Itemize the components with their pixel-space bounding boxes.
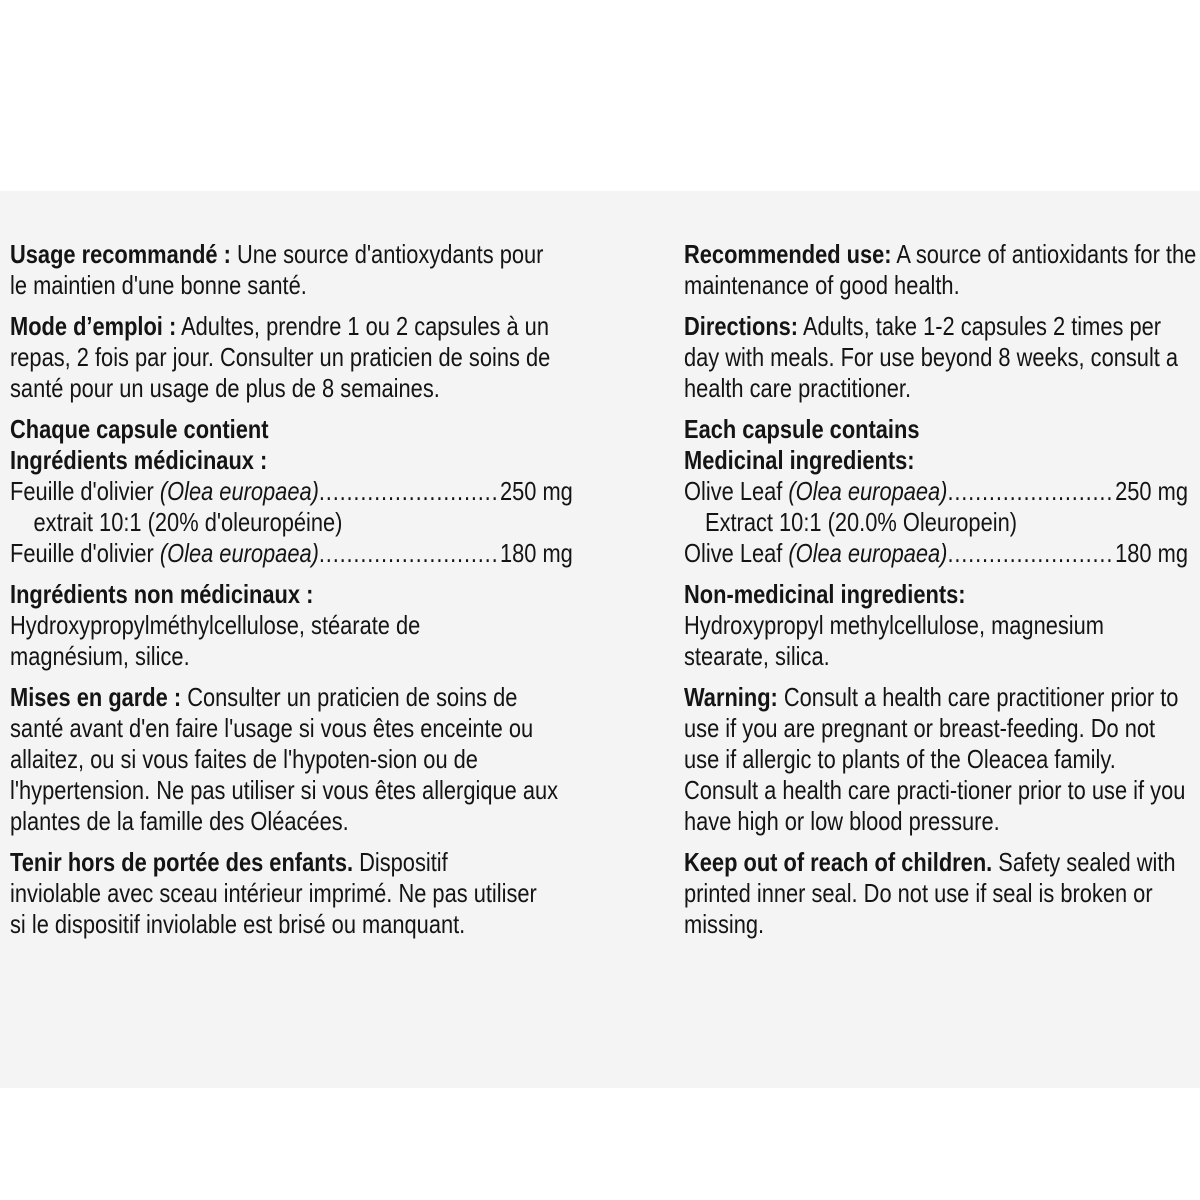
leader-dots [947, 538, 1115, 569]
en-ingredient-name [684, 476, 947, 507]
en-recommended-use [684, 239, 1196, 301]
en-recommended-use-label: Recommended use: [684, 239, 892, 269]
en-ingredients-block [684, 414, 1188, 569]
en-warning-text: Consult a health care practitioner prior to use if you are pregnant or breast-feeding. Do not use if allergic to plants of the Oleacea family. Consult a health care practi-tioner prior to use if you have high or low blood pressure. [684, 682, 1186, 836]
en-contents-title-text: Each capsule contains [684, 414, 920, 444]
en-ingredient-row [684, 538, 1188, 569]
fr-children [10, 847, 539, 940]
en-warning [684, 682, 1188, 837]
en-non-medicinal-label [684, 579, 1171, 610]
en-ingredient-amount: 250 mg [1115, 476, 1188, 506]
en-directions-text: Adults, take 1-2 capsules 2 times per day with meals. For use beyond 8 weeks, consult a health care practitioner. [684, 311, 1179, 403]
fr-contents-title [10, 414, 573, 445]
fr-ingredient-common-name: Feuille d'olivier [10, 538, 160, 568]
french-column [10, 239, 590, 950]
fr-ingredient-name [10, 476, 319, 507]
fr-non-medicinal-label-text: Ingrédients non médicinaux : [10, 579, 314, 609]
fr-ingredient-row [10, 476, 573, 507]
en-ingredient-latin-name: (Olea europaea) [788, 476, 948, 506]
english-column [684, 239, 1200, 950]
fr-non-medicinal-text: Hydroxypropylméthylcellulose, stéarate de magnésium, silice. [10, 610, 421, 671]
leader-dots [319, 538, 500, 569]
en-recommended-use-text: A source of antioxidants for the maintenance of good health. [684, 239, 1197, 300]
en-ingredient-common-name: Olive Leaf [684, 538, 789, 568]
fr-ingredient-row [10, 538, 573, 569]
leader-dots [947, 476, 1115, 507]
en-children-text: Safety sealed with printed inner seal. Do not use if seal is broken or missing. [684, 847, 1176, 939]
fr-ingredient-common-name: Feuille d'olivier [10, 476, 160, 506]
fr-children-text: Dispositif inviolable avec sceau intérieur imprimé. Ne pas utiliser si le dispositif inviolable est brisé ou manquant. [10, 847, 537, 939]
fr-directions [10, 311, 564, 404]
en-ingredient-amount: 180 mg [1115, 538, 1188, 568]
fr-warning-text: Consulter un praticien de soins de santé avant d'en faire l'usage si vous êtes enceinte ou allaitez, ou si vous faites de l'hypoten-sion ou de l'hypertension. Ne pas utiliser si vous êtes allergique aux plantes de la famille des Oléacées. [10, 682, 559, 836]
fr-warning [10, 682, 569, 837]
en-ingredient-note: Extract 10:1 (20.0% Oleuropein) [705, 507, 1017, 537]
en-contents-title [684, 414, 1188, 445]
en-ingredient-row [684, 476, 1188, 507]
fr-recommended-use-text: Une source d'antioxydants pour le maintien d'une bonne santé. [10, 239, 544, 300]
fr-ingredient-note: extrait 10:1 (20% d'oleuropéine) [33, 507, 343, 537]
fr-warning-label: Mises en garde : [10, 682, 182, 712]
fr-directions-label: Mode d’emploi : [10, 311, 177, 341]
fr-medicinal-title [10, 445, 573, 476]
fr-ingredient-amount: 180 mg [499, 538, 573, 568]
en-medicinal-title [684, 445, 1188, 476]
fr-ingredients-block [10, 414, 573, 569]
en-non-medicinal-label-text: Non-medicinal ingredients: [684, 579, 966, 609]
en-ingredient-name [684, 538, 947, 569]
en-medicinal-title-text: Medicinal ingredients: [684, 445, 915, 475]
en-ingredient-latin-name: (Olea europaea) [788, 538, 948, 568]
fr-non-medicinal-label [10, 579, 514, 610]
fr-children-label: Tenir hors de portée des enfants. [10, 847, 354, 877]
fr-ingredient-amount: 250 mg [499, 476, 573, 506]
fr-ingredient-name [10, 538, 319, 569]
fr-non-medicinal [10, 579, 514, 672]
fr-recommended-use [10, 239, 556, 301]
fr-ingredient-latin-name: (Olea europaea) [159, 476, 319, 506]
en-directions [684, 311, 1196, 404]
en-warning-label: Warning: [684, 682, 778, 712]
fr-contents-title-text: Chaque capsule contient [10, 414, 269, 444]
en-ingredient-common-name: Olive Leaf [684, 476, 789, 506]
fr-directions-text: Adultes, prendre 1 ou 2 capsules à un repas, 2 fois par jour. Consulter un praticien de soins de santé pour un usage de plus de 8 semaines. [10, 311, 551, 403]
fr-ingredient-latin-name: (Olea europaea) [159, 538, 319, 568]
en-directions-label: Directions: [684, 311, 799, 341]
leader-dots [319, 476, 500, 507]
en-children-label: Keep out of reach of children. [684, 847, 993, 877]
en-non-medicinal-text: Hydroxypropyl methylcellulose, magnesium stearate, silica. [684, 610, 1104, 671]
en-children [684, 847, 1196, 940]
fr-recommended-use-label: Usage recommandé : [10, 239, 231, 269]
en-non-medicinal [684, 579, 1171, 672]
fr-medicinal-title-text: Ingrédients médicinaux : [10, 445, 268, 475]
